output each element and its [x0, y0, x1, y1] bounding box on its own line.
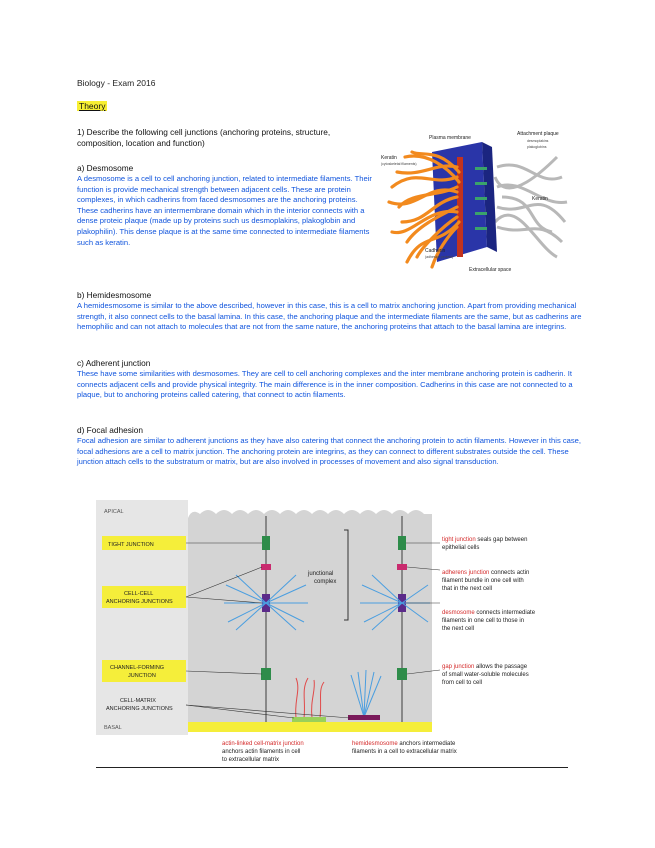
label-cellcell-1: CELL-CELL	[124, 591, 154, 597]
label-attachment-plaque: Attachment plaque	[517, 131, 559, 137]
tight-red: tight junction	[442, 537, 476, 543]
desmosome-figure	[377, 127, 577, 277]
label-plasma-membrane: Plasma membrane	[429, 135, 471, 141]
adherent-heading: c) Adherent junction	[77, 358, 151, 368]
label-junctional: junctional	[308, 571, 334, 577]
label-apical: APICAL	[104, 509, 124, 515]
focal-heading: d) Focal adhesion	[77, 425, 143, 435]
gap-3: from cell to cell	[442, 680, 483, 686]
label-tight: TIGHT JUNCTION	[108, 542, 154, 548]
desmosome-red: desmosome	[442, 610, 475, 616]
adherens-3: that in the next cell	[442, 586, 493, 592]
adherens-2: filament bundle in one cell with	[442, 578, 524, 584]
label-extracellular: Extracellular space	[469, 267, 512, 273]
label-complex: complex	[314, 579, 337, 585]
actin-red: actin-linked cell-matrix junction	[222, 741, 304, 747]
desmosome-heading: a) Desmosome	[77, 163, 134, 173]
desmosome-3: the next cell	[442, 626, 475, 632]
svg-text:adherens junction connects act	[442, 570, 529, 576]
label-cellmatrix-1: CELL-MATRIX	[120, 698, 156, 704]
focal-text: Focal adhesion are similar to adherent junctions as they have also catering that connect the anchoring protein to actin filaments. However in this case, focal adhesions are a cell to matrix junction. The anchoring protein are integrins, as they can connect to different substrates outside the cell. These junction attach cells to the substratum or matrix, but are also involved in processes of movement and also signal transduction.	[77, 436, 581, 467]
basal-lamina	[188, 722, 432, 732]
label-channel-2: JUNCTION	[128, 673, 156, 679]
label-cellcell-2: ANCHORING JUNCTIONS	[106, 599, 173, 605]
svg-text:desmosome connects intermediat	[442, 610, 536, 616]
svg-text:gap junction allows the passag	[442, 664, 528, 670]
figure-baseline	[96, 767, 568, 768]
actin-3: to extracellular matrix	[222, 757, 280, 763]
question-text: 1) Describe the following cell junctions (anchoring proteins, structure, composition, location and function)	[77, 127, 331, 148]
desmosome-text: A desmosome is a cell to cell anchoring junction, related to intermediate filaments. Their function is provide mechanical strength between adjacent cells. These are protein complexes, in which cadherins from faced desmosomes are the anchoring proteins. These cadherins have an intermembrane domain which in the interior connects with a dense proteic plaque (made up by proteins such us desmoplakins, plakoglobin and plakophilin). This dense plaque is at the same time connected to intermediate filaments such as keratin.	[77, 174, 372, 247]
hemi-red: hemidesmosome	[352, 741, 398, 747]
actin-2: anchors actin filaments in cell	[222, 749, 301, 755]
desmosome-2: filaments in one cell to those in	[442, 618, 525, 624]
document-header: Biology - Exam 2016	[77, 78, 156, 88]
junctions-figure	[96, 500, 568, 768]
label-cellmatrix-2: ANCHORING JUNCTIONS	[106, 706, 173, 712]
gap-2: of small water-soluble molecules	[442, 672, 529, 678]
hemi-2: filaments in a cell to extracellular matrix	[352, 749, 457, 755]
label-basal: BASAL	[104, 725, 122, 731]
hemidesmosome-heading: b) Hemidesmosome	[77, 290, 152, 300]
label-keratin-sub: (cytoskeletal filaments)	[381, 162, 417, 166]
svg-text:tight junction seals gap betwe	[442, 537, 527, 543]
tight-rest: seals gap between	[475, 537, 528, 543]
hemi-rest: anchors intermediate	[397, 741, 456, 747]
adherent-text: These have some similarities with desmosomes. They are cell to cell anchoring complexes and the inter membrane anchoring protein is cadherin. It connects adjacent cells and provide physical integrity. The main difference is in the inner composition. Cadherins in this case are not connected to a plaque, but to anchoring proteins called catering, that connect to actin filaments.	[77, 369, 573, 400]
tight-2: epithelial cells	[442, 545, 480, 551]
label-channel-1: CHANNEL-FORMING	[110, 665, 165, 671]
actin-linked-junction	[292, 717, 326, 722]
desmosome-rest: connects intermediate	[474, 610, 536, 616]
adherens-red: adherens junction	[442, 570, 490, 576]
label-keratin: Keratin	[381, 155, 397, 161]
gap-rest: allows the passage	[474, 664, 528, 670]
label-desmoplakin: desmoplakins	[527, 139, 549, 143]
adherens-rest: connects actin	[489, 570, 530, 576]
label-keratin-right: Keratin	[532, 196, 548, 202]
svg-text:hemidesmosome anchors intermed	[352, 741, 456, 747]
hemidesmosome-plaque	[348, 715, 380, 720]
label-plakoglobin: plakoglobins	[527, 145, 547, 149]
label-cadherin: Cadherin	[425, 248, 446, 254]
label-cadherin-sub: (adhesion protein)	[425, 255, 454, 259]
epithelial-cells	[188, 510, 432, 722]
gap-red: gap junction	[442, 664, 475, 670]
hemidesmosome-text: A hemidesmosome is similar to the above described, however in this case, this is a cell to matrix anchoring junction. Apart from providing mechanical strength, it also connect cells to the basal lamina. In this case, the anchoring plaque and the intermediate filaments are the same, but as cadherins are hemophilic and can not attach to molecules that are not from the same nature, the anchoring proteins that attach to the basal lamina are integrins.	[77, 301, 582, 332]
section-title: Theory	[79, 101, 106, 111]
